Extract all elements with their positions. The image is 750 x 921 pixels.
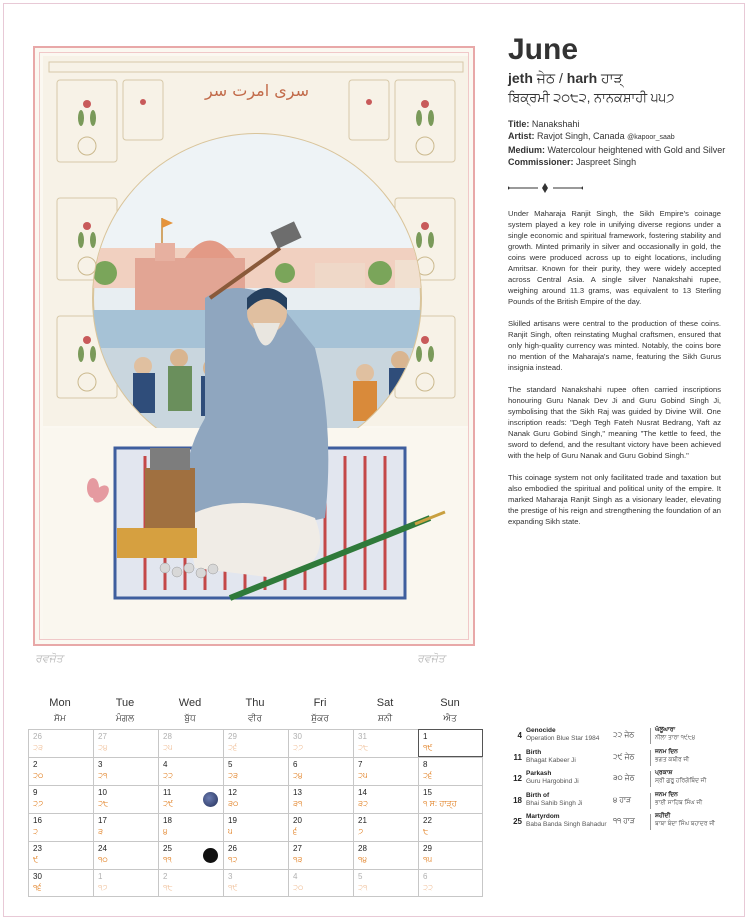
event-punjabi-date: ੨੯ ਜੇਠ bbox=[613, 751, 635, 761]
day-number: 17 bbox=[98, 816, 107, 825]
day-number-punjabi: ੧੬ bbox=[33, 883, 42, 892]
weekday-header-cell bbox=[418, 697, 482, 724]
weekday-header-cell bbox=[223, 697, 287, 724]
day-number: 2 bbox=[163, 872, 168, 881]
day-number: 5 bbox=[358, 872, 363, 881]
day-number-punjabi: ੩੨ bbox=[358, 799, 368, 808]
event-punjabi-date: ੪ ਹਾੜ bbox=[613, 794, 632, 804]
meta-commissioner-label: Commissioner: bbox=[508, 157, 574, 167]
calendar-day-cell[interactable] bbox=[28, 757, 93, 785]
day-number-punjabi: ੧੫ bbox=[423, 855, 433, 864]
event-punjabi-date: ੩੦ ਜੇਠ bbox=[613, 773, 635, 782]
event-divider bbox=[650, 728, 651, 744]
event-subtitle: Operation Blue Star 1984 bbox=[526, 735, 600, 742]
day-number: 19 bbox=[228, 816, 237, 825]
event-subtitle: Bhagat Kabeer Ji bbox=[526, 756, 576, 764]
weekday-label-punjabi: ਸ਼ਨੀ bbox=[377, 713, 393, 723]
calendar-day-cell[interactable] bbox=[28, 813, 93, 841]
day-number: 2 bbox=[33, 760, 38, 769]
day-number: 26 bbox=[33, 732, 42, 741]
event-punjabi-title: ਜਨਮ ਦਿਨ bbox=[655, 748, 678, 755]
weekday-label: Thu bbox=[245, 697, 265, 709]
day-number-punjabi: ੧੯ bbox=[228, 883, 238, 892]
weekday-label: Sat bbox=[376, 697, 394, 709]
calendar-day-cell[interactable] bbox=[223, 729, 288, 757]
meta-artist: Ravjot Singh, Canada bbox=[537, 131, 625, 141]
calendar-day-cell[interactable] bbox=[353, 757, 418, 785]
day-number-punjabi: ੧੨ bbox=[228, 855, 238, 864]
event-title: Birth of bbox=[526, 791, 550, 799]
day-number: 4 bbox=[293, 872, 298, 881]
day-number: 24 bbox=[98, 844, 107, 853]
day-number: 15 bbox=[423, 788, 432, 797]
calendar-day-cell[interactable] bbox=[288, 841, 353, 869]
article-body bbox=[508, 208, 721, 538]
month-sub-pa2: ਹਾੜ੍ bbox=[601, 70, 623, 86]
event-title: Parkash bbox=[526, 770, 552, 777]
day-number: 5 bbox=[228, 760, 233, 769]
meta-medium-label: Medium: bbox=[508, 145, 545, 155]
weekday-label: Mon bbox=[49, 697, 71, 709]
day-number-punjabi: ੯ bbox=[33, 855, 39, 864]
day-number: 6 bbox=[423, 872, 428, 881]
day-number: 10 bbox=[98, 788, 107, 797]
day-number-punjabi: ੨੯ bbox=[163, 799, 174, 808]
event-divider bbox=[650, 814, 651, 830]
calendar-day-cell[interactable] bbox=[288, 813, 353, 841]
day-number: 11 bbox=[163, 788, 172, 797]
full-moon-icon bbox=[203, 792, 218, 807]
day-number: 20 bbox=[293, 816, 302, 825]
event-item bbox=[510, 749, 720, 769]
weekday-header-cell bbox=[288, 697, 352, 724]
event-punjabi-title: ਜਨਮ ਦਿਨ bbox=[655, 791, 678, 798]
day-number-punjabi: ੮ bbox=[423, 827, 429, 836]
artwork-meta bbox=[508, 118, 728, 168]
calendar-day-cell[interactable] bbox=[223, 785, 288, 813]
event-title: Birth bbox=[526, 748, 542, 756]
day-number-punjabi: ੧ ਸ: ਹਾੜ੍ਹ bbox=[423, 799, 457, 808]
day-number: 9 bbox=[33, 788, 38, 797]
calendar-day-cell[interactable] bbox=[28, 785, 93, 813]
day-number-punjabi: ੨੧ bbox=[98, 771, 108, 780]
day-number-punjabi: ੨੮ bbox=[358, 743, 369, 752]
calendar-day-cell[interactable] bbox=[158, 757, 223, 785]
day-number-punjabi: ੨੬ bbox=[423, 771, 433, 780]
day-number-punjabi: ੨੧ bbox=[358, 883, 368, 892]
calendar-day-cell[interactable] bbox=[93, 757, 158, 785]
day-number-punjabi: ੨੫ bbox=[163, 743, 173, 752]
calendar-day-cell[interactable] bbox=[223, 869, 288, 897]
new-moon-icon bbox=[203, 848, 218, 863]
calendar-day-cell[interactable] bbox=[28, 869, 93, 897]
event-punjabi-title: ਪ੍ਰਕਾਸ਼ bbox=[655, 770, 673, 776]
weekday-header-cell bbox=[158, 697, 222, 724]
event-punjabi-subtitle: ਭਾਈ ਸਾਹਿਬ ਸਿੰਘ ਜੀ bbox=[655, 799, 703, 806]
meta-medium: Watercolour heightened with Gold and Silver bbox=[547, 145, 726, 155]
day-number: 8 bbox=[423, 760, 428, 769]
calendar-day-cell[interactable] bbox=[288, 869, 353, 897]
article-paragraph: Skilled artisans were central to the production of these coins. Ranjit Singh, often reinstating Mughal craftsmen, ensured that only high-quality currency was minted. Notably, the coins bore no mention of the Maharaja's name, featuring the Sikh Gurus insignia instead. bbox=[508, 319, 721, 372]
day-number: 13 bbox=[293, 788, 302, 797]
calendar-day-cell[interactable] bbox=[418, 785, 483, 813]
day-number: 1 bbox=[98, 872, 103, 881]
event-title: Martyrdom bbox=[526, 813, 560, 820]
weekday-label-punjabi: ਬੁੱਧ bbox=[184, 713, 196, 723]
calendar-day-cell[interactable] bbox=[418, 841, 483, 869]
calendar-day-cell[interactable] bbox=[223, 813, 288, 841]
artist-signature-left: ਰਵਜੋਤ bbox=[35, 652, 63, 665]
event-punjabi-title: ਸ਼ਹੀਦੀ bbox=[655, 813, 671, 819]
weekday-label-punjabi: ਐਤ bbox=[443, 713, 457, 723]
day-number-punjabi: ੬ bbox=[293, 827, 298, 836]
day-number: 16 bbox=[33, 816, 42, 825]
calendar-day-cell[interactable] bbox=[158, 813, 223, 841]
calendar-day-cell[interactable] bbox=[353, 813, 418, 841]
month-subtitle bbox=[508, 70, 720, 86]
day-number: 4 bbox=[163, 760, 168, 769]
event-day: 25 bbox=[513, 817, 522, 826]
event-item bbox=[510, 813, 720, 833]
day-number: 18 bbox=[163, 816, 172, 825]
day-number-punjabi: ੭ bbox=[358, 827, 364, 836]
calendar-day-cell[interactable] bbox=[418, 869, 483, 897]
calendar-grid bbox=[28, 729, 482, 897]
weekday-header-cell bbox=[93, 697, 157, 724]
weekday-header-cell bbox=[353, 697, 417, 724]
event-day: 12 bbox=[513, 774, 522, 783]
calendar-day-cell[interactable] bbox=[158, 869, 223, 897]
calendar-day-cell[interactable] bbox=[93, 813, 158, 841]
event-punjabi-title: ਘੱਲੂਘਾਰਾ bbox=[655, 727, 676, 733]
calendar-day-cell[interactable] bbox=[223, 757, 288, 785]
day-number: 22 bbox=[423, 816, 432, 825]
calendar-day-cell[interactable] bbox=[93, 729, 158, 757]
day-number: 31 bbox=[358, 732, 367, 741]
calendar-day-cell[interactable] bbox=[28, 841, 93, 869]
calendar-day-cell[interactable] bbox=[418, 813, 483, 841]
weekday-label-punjabi: ਸੋਮ bbox=[54, 713, 66, 723]
meta-title-label: Title: bbox=[508, 119, 530, 129]
day-number: 30 bbox=[33, 872, 42, 881]
weekday-label-punjabi: ਸ਼ੁੱਕਰ bbox=[311, 713, 329, 723]
day-number-punjabi: ੧੧ bbox=[163, 855, 172, 864]
day-number-punjabi: ੧੯ bbox=[423, 743, 433, 752]
event-subtitle: Baba Banda Singh Bahadur bbox=[526, 821, 607, 828]
artist-signature-right: ਰਵਜੋਤ bbox=[417, 652, 445, 665]
day-number: 30 bbox=[293, 732, 302, 741]
weekday-label: Fri bbox=[313, 697, 327, 709]
meta-commissioner: Jaspreet Singh bbox=[576, 157, 637, 167]
year-line: ਬਿਕ੍ਰਮੀ ੨੦੮੨, ਨਾਨਕਸ਼ਾਹੀ ੫੫੭ bbox=[508, 90, 675, 105]
day-number-punjabi: ੨੩ bbox=[33, 743, 43, 752]
article-paragraph: Under Maharaja Ranjit Singh, the Sikh Empire's coinage system played a key role in unifying diverse regions under a single economic and spiritual framework, fostering stability and growth. Minted primarily in silver and occasionally in gold, the coins were produced across up to eight locations, including Amritsar. Known for their purity, they were widely accepted across Central Asia. A single silver Nanakshahi rupee, weighing around 11.3 grams, was equivalent to 13 Sterling Pounds of the British Empire of the day. bbox=[508, 209, 721, 306]
calendar-day-cell[interactable] bbox=[158, 729, 223, 757]
calendar-day-cell[interactable] bbox=[288, 785, 353, 813]
weekday-label: Tue bbox=[115, 697, 135, 709]
day-number: 29 bbox=[423, 844, 432, 853]
day-number: 27 bbox=[293, 844, 302, 853]
calendar-day-cell[interactable] bbox=[353, 785, 418, 813]
event-punjabi-date: ੧੧ ਹਾੜ bbox=[613, 816, 635, 825]
day-number-punjabi: ੩੧ bbox=[293, 799, 303, 808]
day-number: 7 bbox=[358, 760, 363, 769]
calendar-day-cell[interactable] bbox=[158, 785, 223, 813]
day-number: 23 bbox=[33, 844, 42, 853]
calendar-day-cell[interactable] bbox=[288, 729, 353, 757]
calendar-day-cell[interactable] bbox=[353, 729, 418, 757]
day-number-punjabi: ੨੦ bbox=[293, 883, 304, 892]
calendar-weekday-header bbox=[28, 697, 482, 727]
day-number-punjabi: ੧੮ bbox=[163, 883, 173, 892]
day-number: 28 bbox=[163, 732, 172, 741]
day-number-punjabi: ੧੦ bbox=[98, 855, 108, 864]
day-number: 1 bbox=[423, 732, 428, 741]
day-number-punjabi: ੨੪ bbox=[293, 771, 303, 780]
event-item bbox=[510, 792, 720, 812]
day-number-punjabi: ੫ bbox=[228, 827, 233, 836]
event-item bbox=[510, 770, 720, 790]
weekday-label-punjabi: ਮੰਗਲ bbox=[115, 713, 135, 723]
calendar-day-cell[interactable] bbox=[223, 841, 288, 869]
day-number-punjabi: ੨੨ bbox=[423, 883, 433, 892]
day-number: 26 bbox=[228, 844, 237, 853]
month-sub-en2: harh bbox=[566, 70, 598, 86]
event-punjabi-date: ੨੨ ਜੇਠ bbox=[613, 730, 635, 739]
day-number-punjabi: ੨੮ bbox=[98, 799, 109, 808]
calendar-day-cell[interactable] bbox=[28, 729, 93, 757]
day-number-punjabi: ੨੩ bbox=[228, 771, 238, 780]
day-number-punjabi: ੨੨ bbox=[163, 771, 173, 780]
day-number-punjabi: ੩ bbox=[98, 827, 103, 836]
month-sub-sep: / bbox=[559, 70, 563, 86]
meta-title: Nanakshahi bbox=[531, 119, 580, 129]
event-day: 18 bbox=[513, 795, 522, 805]
event-subtitle: Bhai Sahib Singh Ji bbox=[526, 799, 583, 807]
calendar-day-cell[interactable] bbox=[93, 785, 158, 813]
month-header bbox=[508, 34, 720, 105]
day-number-punjabi: ੨੫ bbox=[358, 771, 368, 780]
day-number: 6 bbox=[293, 760, 298, 769]
day-number-punjabi: ੨੪ bbox=[98, 743, 108, 752]
painting-inner-border bbox=[39, 52, 469, 640]
artist-handle[interactable]: @kapoor_saab bbox=[627, 134, 675, 141]
ornament-divider-icon bbox=[508, 180, 583, 194]
calendar-day-cell[interactable] bbox=[93, 869, 158, 897]
day-number-punjabi: ੨੭ bbox=[293, 743, 304, 752]
event-divider bbox=[650, 771, 651, 787]
weekday-header-cell bbox=[28, 697, 92, 724]
day-number-punjabi: ੧੭ bbox=[98, 883, 108, 892]
day-number-punjabi: ੨੭ bbox=[33, 799, 44, 808]
day-number-punjabi: ੨੬ bbox=[228, 743, 238, 752]
weekday-label-punjabi: ਵੀਰ bbox=[248, 713, 262, 723]
month-title: June bbox=[508, 33, 579, 66]
weekday-label: Wed bbox=[178, 697, 202, 709]
day-number-punjabi: ੩੦ bbox=[228, 799, 239, 808]
day-number: 28 bbox=[358, 844, 367, 853]
day-number: 29 bbox=[228, 732, 237, 741]
day-number: 3 bbox=[228, 872, 233, 881]
day-number: 14 bbox=[358, 788, 367, 797]
day-number-punjabi: ੨ bbox=[33, 827, 38, 836]
event-day: 11 bbox=[513, 752, 522, 762]
day-number: 21 bbox=[358, 816, 367, 825]
calendar-day-cell[interactable] bbox=[418, 729, 483, 757]
calendar-day-cell[interactable] bbox=[158, 841, 223, 869]
meta-artist-label: Artist: bbox=[508, 131, 535, 141]
event-divider bbox=[650, 793, 651, 809]
event-punjabi-subtitle: ਸ੍ਰੀ ਗੁਰੂ ਹਰਿਗੋਬਿੰਦ ਜੀ bbox=[655, 778, 707, 784]
event-subtitle: Guru Hargobind Ji bbox=[526, 778, 579, 785]
event-day: 4 bbox=[517, 731, 522, 740]
day-number: 3 bbox=[98, 760, 103, 769]
event-punjabi-subtitle: ਨੀਲਾ ਤਾਰਾ ੧੯੮੪ bbox=[655, 735, 696, 741]
event-item bbox=[510, 727, 720, 747]
event-divider bbox=[650, 750, 651, 766]
day-number-punjabi: ੪ bbox=[163, 827, 168, 836]
day-number: 12 bbox=[228, 788, 237, 797]
event-punjabi-subtitle: ਬਾਬਾ ਬੰਦਾ ਸਿੰਘ ਬਹਾਦਰ ਜੀ bbox=[655, 821, 715, 827]
day-number-punjabi: ੧੩ bbox=[293, 855, 303, 864]
day-number: 27 bbox=[98, 732, 107, 741]
month-sub-pa: ਜੇਠ bbox=[536, 70, 556, 86]
month-sub-en: jeth bbox=[508, 70, 533, 86]
inscription-text: سری امرت سر bbox=[204, 81, 310, 100]
calendar-day-cell[interactable] bbox=[418, 757, 483, 785]
weekday-label: Sun bbox=[440, 697, 460, 709]
event-title: Genocide bbox=[526, 727, 556, 734]
calendar-day-cell[interactable] bbox=[93, 841, 158, 869]
article-paragraph: The standard Nanakshahi rupee often carried inscriptions honouring Guru Nanak Dev Ji and Guru Gobind Singh Ji, symbolising that the Sikh Raj was guided by Divine Will. One inscription reads: "Degh Tegh Fateh Nusrat Bedrang, Yaft az Nanak Guru Gobind Singh," meaning "The kettle to feed, the sword to defend, and the resultant victory have been achieved with the help of Guru Nanak and Guru Gobind Singh." bbox=[508, 385, 721, 460]
day-number-punjabi: ੧੪ bbox=[358, 855, 367, 864]
day-number-punjabi: ੨੦ bbox=[33, 771, 44, 780]
artwork-painting bbox=[33, 46, 475, 646]
calendar-day-cell[interactable] bbox=[353, 841, 418, 869]
calendar-day-cell[interactable] bbox=[353, 869, 418, 897]
article-paragraph: This coinage system not only facilitated trade and taxation but also embodied the spiritual and political unity of the empire. It marked Maharaja Ranjit Singh as a visionary leader, elevating the prestige of his reign and strengthening the foundation of an expanding Sikh state. bbox=[508, 473, 721, 526]
event-punjabi-subtitle: ਭਗਤ ਕਬੀਰ ਜੀ bbox=[655, 756, 690, 763]
day-number: 25 bbox=[163, 844, 172, 853]
calendar-day-cell[interactable] bbox=[288, 757, 353, 785]
